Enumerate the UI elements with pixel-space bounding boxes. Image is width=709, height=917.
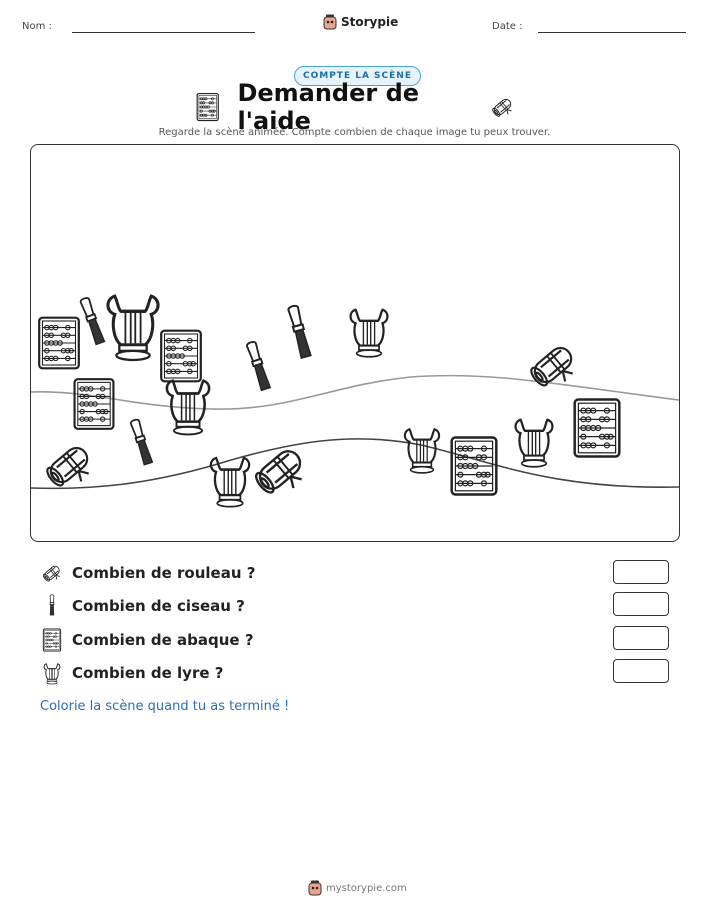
chisel-icon (130, 419, 152, 465)
scroll-icon (489, 92, 516, 122)
chisel-icon (80, 297, 105, 345)
mascot-icon (308, 880, 322, 896)
section-badge: COMPTE LA SCÈNE (294, 66, 421, 86)
question-text: Combien de lyre ? (72, 664, 224, 682)
date-label: Date : (492, 21, 523, 32)
chisel-icon (288, 305, 311, 358)
abacus-icon (452, 437, 497, 494)
chisel-icon (246, 341, 270, 390)
lyre-icon (351, 310, 388, 357)
answer-box-chisel[interactable] (613, 592, 669, 616)
page-title: Demander de l'aide (237, 79, 420, 135)
abacus-icon (575, 399, 620, 456)
brand-name: Storypie (341, 15, 399, 29)
scroll-icon (253, 446, 311, 503)
question-text: Combien de rouleau ? (72, 564, 256, 582)
chisel-icon (40, 594, 64, 618)
lyre-icon (516, 420, 553, 467)
coloring-note: Colorie la scène quand tu as terminé ! (40, 699, 290, 714)
question-text: Combien de ciseau ? (72, 597, 245, 615)
footer (308, 880, 407, 896)
brand-logo (323, 14, 398, 30)
name-label: Nom : (22, 21, 52, 32)
scroll-icon (40, 561, 64, 585)
lyre-icon (405, 429, 439, 473)
abacus-icon (196, 92, 219, 122)
question-row-abacus (40, 628, 254, 652)
footer-url[interactable]: mystorypie.com (326, 882, 407, 894)
abacus-icon (75, 379, 114, 429)
lyre-icon (108, 296, 158, 360)
scroll-icon (529, 344, 582, 396)
answer-box-abacus[interactable] (613, 626, 669, 650)
answer-box-scroll[interactable] (613, 560, 669, 584)
lyre-icon (211, 458, 249, 507)
hill-line-lower (31, 439, 679, 489)
question-row-lyre (40, 661, 223, 685)
question-row-chisel (40, 594, 245, 618)
date-line[interactable] (538, 32, 686, 33)
question-text: Combien de abaque ? (72, 631, 254, 649)
scene-frame (30, 144, 680, 542)
name-line[interactable] (72, 32, 255, 33)
scene-illustration (31, 145, 679, 541)
question-row-scroll (40, 561, 255, 585)
abacus-icon (39, 318, 79, 369)
lyre-icon (40, 661, 64, 685)
instructions: Regarde la scène animée. Compte combien de chaque image tu peux trouver. (158, 127, 551, 138)
abacus-icon (40, 628, 64, 652)
abacus-icon (161, 331, 201, 382)
mascot-icon (323, 14, 337, 30)
hill-line-upper (31, 376, 679, 410)
answer-box-lyre[interactable] (613, 659, 669, 683)
